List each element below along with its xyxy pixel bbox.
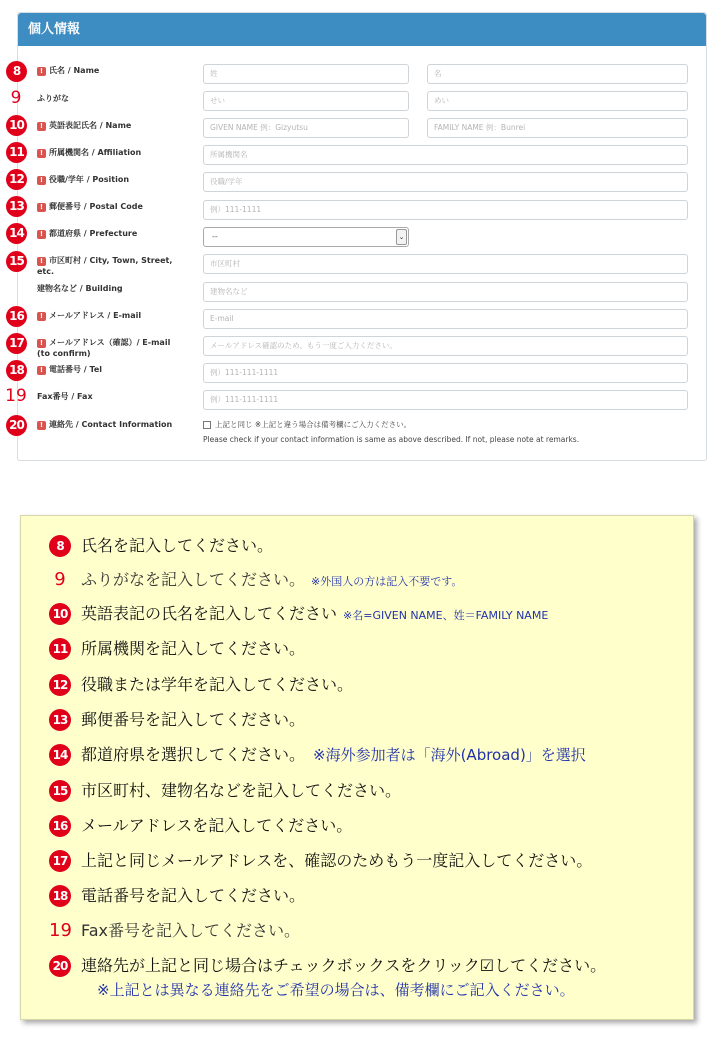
required-icon: ! (37, 122, 46, 131)
note-main: 英語表記の氏名を記入してください (81, 604, 338, 623)
required-icon: ! (37, 230, 46, 239)
note-text: 上記と同じメールアドレスを、確認のためもう一度記入してください。 (81, 851, 593, 870)
marker-13: 13 (6, 196, 27, 217)
required-icon: ! (37, 149, 46, 158)
note-main: ふりがなを記入してください。 (81, 570, 306, 589)
required-icon: ! (37, 421, 46, 430)
label-fax: Fax番号 / Fax (37, 392, 93, 401)
note-marker-20: 20 (49, 955, 71, 977)
note-text (81, 743, 586, 767)
required-icon: ! (37, 339, 46, 348)
marker-8: 8 (6, 61, 27, 82)
checkbox-label: 上記と同じ ※上記と違う場合は備考欄にご入力ください。 (215, 420, 412, 429)
label-name: 氏名 / Name (49, 66, 100, 75)
label-postal-code: 郵便番号 / Postal Code (49, 202, 143, 211)
city-input[interactable]: 市区町村 (203, 254, 688, 274)
note-marker-15: 15 (49, 780, 71, 802)
tel-input[interactable]: 例）111-111-1111 (203, 363, 688, 383)
required-icon: ! (37, 366, 46, 375)
note-marker-16: 16 (49, 815, 71, 837)
marker-16: 16 (6, 306, 27, 327)
note-marker-8: 8 (49, 535, 71, 557)
marker-9: 9 (10, 88, 22, 108)
marker-19: 19 (5, 386, 27, 406)
required-icon: ! (37, 176, 46, 185)
note-marker-9: 9 (54, 569, 66, 590)
instructions-box (20, 515, 694, 1020)
marker-11: 11 (6, 142, 27, 163)
label-contact-info: 連絡先 / Contact Information (49, 420, 173, 429)
note-text: Fax番号を記入してください。 (81, 921, 301, 940)
marker-20: 20 (6, 415, 27, 436)
label-building: 建物名など / Building (37, 284, 123, 293)
marker-15: 15 (6, 251, 27, 272)
marker-10: 10 (6, 115, 27, 136)
note-marker-18: 18 (49, 885, 71, 907)
required-icon: ! (37, 203, 46, 212)
affiliation-input[interactable]: 所属機関名 (203, 145, 688, 165)
note-text: 市区町村、建物名などを記入してください。 (81, 781, 402, 800)
label-affiliation: 所属機関名 / Affiliation (49, 148, 142, 157)
building-input[interactable]: 建物名など (203, 282, 688, 302)
marker-14: 14 (6, 223, 27, 244)
email-confirm-input[interactable]: メールアドレス確認のため、もう一度ご入力ください。 (203, 336, 688, 356)
label-furigana: ふりがな (37, 94, 69, 103)
label-email: メールアドレス / E-mail (49, 311, 142, 320)
note-main: 都道府県を選択してください。 (81, 745, 306, 764)
required-icon: ! (37, 312, 46, 321)
prefecture-select-value: -- (212, 232, 218, 241)
note-text: 連絡先が上記と同じ場合はチェックボックスをクリック☑してください。 (81, 956, 607, 975)
note-text: 氏名を記入してください。 (81, 536, 274, 555)
note-marker-17: 17 (49, 850, 71, 872)
chevron-down-icon[interactable]: ⌄ (396, 229, 407, 245)
label-city-line2: etc. (37, 267, 55, 276)
postal-code-input[interactable]: 例）111-1111 (203, 200, 688, 220)
label-english-name: 英語表記氏名 / Name (49, 121, 132, 130)
note-text (81, 568, 462, 594)
furigana-first-input[interactable]: めい (427, 91, 688, 111)
marker-12: 12 (6, 169, 27, 190)
prefecture-select[interactable] (203, 227, 409, 247)
marker-17: 17 (6, 333, 27, 354)
note-marker-14: 14 (49, 744, 71, 766)
last-name-input[interactable]: 姓 (203, 64, 409, 84)
family-name-input[interactable]: FAMILY NAME 例：Bunrei (427, 118, 688, 138)
note-text: 役職または学年を記入してください。 (81, 675, 354, 694)
note-text: 所属機関を記入してください。 (81, 639, 306, 658)
label-position: 役職/学年 / Position (49, 175, 130, 184)
position-input[interactable]: 役職/学年 (203, 172, 688, 192)
label-email-confirm-line2: (to confirm) (37, 349, 91, 358)
note-marker-13: 13 (49, 709, 71, 731)
note-extra: ※上記とは異なる連絡先をご希望の場合は、備考欄にご記入ください。 (97, 981, 575, 999)
panel-header: 個人情報 (18, 13, 706, 46)
label-email-confirm: メールアドレス（確認）/ E-mail (49, 338, 171, 347)
note-marker-11: 11 (49, 638, 71, 660)
same-as-above-checkbox[interactable] (203, 421, 211, 429)
note-marker-12: 12 (49, 674, 71, 696)
marker-18: 18 (6, 360, 27, 381)
note-text: 郵便番号を記入してください。 (81, 710, 306, 729)
note-marker-19: 19 (49, 920, 72, 941)
note-marker-10: 10 (49, 603, 71, 625)
label-tel: 電話番号 / Tel (49, 365, 103, 374)
note-sub: ※海外参加者は「海外(Abroad)」を選択 (313, 746, 586, 764)
note-text: メールアドレスを記入してください。 (81, 816, 353, 835)
email-input[interactable]: E-mail (203, 309, 688, 329)
note-text (81, 602, 548, 628)
fax-input[interactable]: 例）111-111-1111 (203, 390, 688, 410)
checkbox-note: Please check if your contact information is same as above described. If not, please note at remarks. (203, 435, 580, 444)
note-text: 電話番号を記入してください。 (81, 886, 306, 905)
furigana-last-input[interactable]: せい (203, 91, 409, 111)
required-icon: ! (37, 257, 46, 266)
label-city: 市区町村 / City, Town, Street, (49, 256, 173, 265)
given-name-input[interactable]: GIVEN NAME 例：Gizyutsu (203, 118, 409, 138)
required-icon: ! (37, 67, 46, 76)
first-name-input[interactable]: 名 (427, 64, 688, 84)
note-sub: ※外国人の方は記入不要です。 (311, 575, 463, 588)
label-prefecture: 都道府県 / Prefecture (49, 229, 138, 238)
note-sub: ※名=GIVEN NAME、姓＝FAMILY NAME (343, 609, 549, 622)
